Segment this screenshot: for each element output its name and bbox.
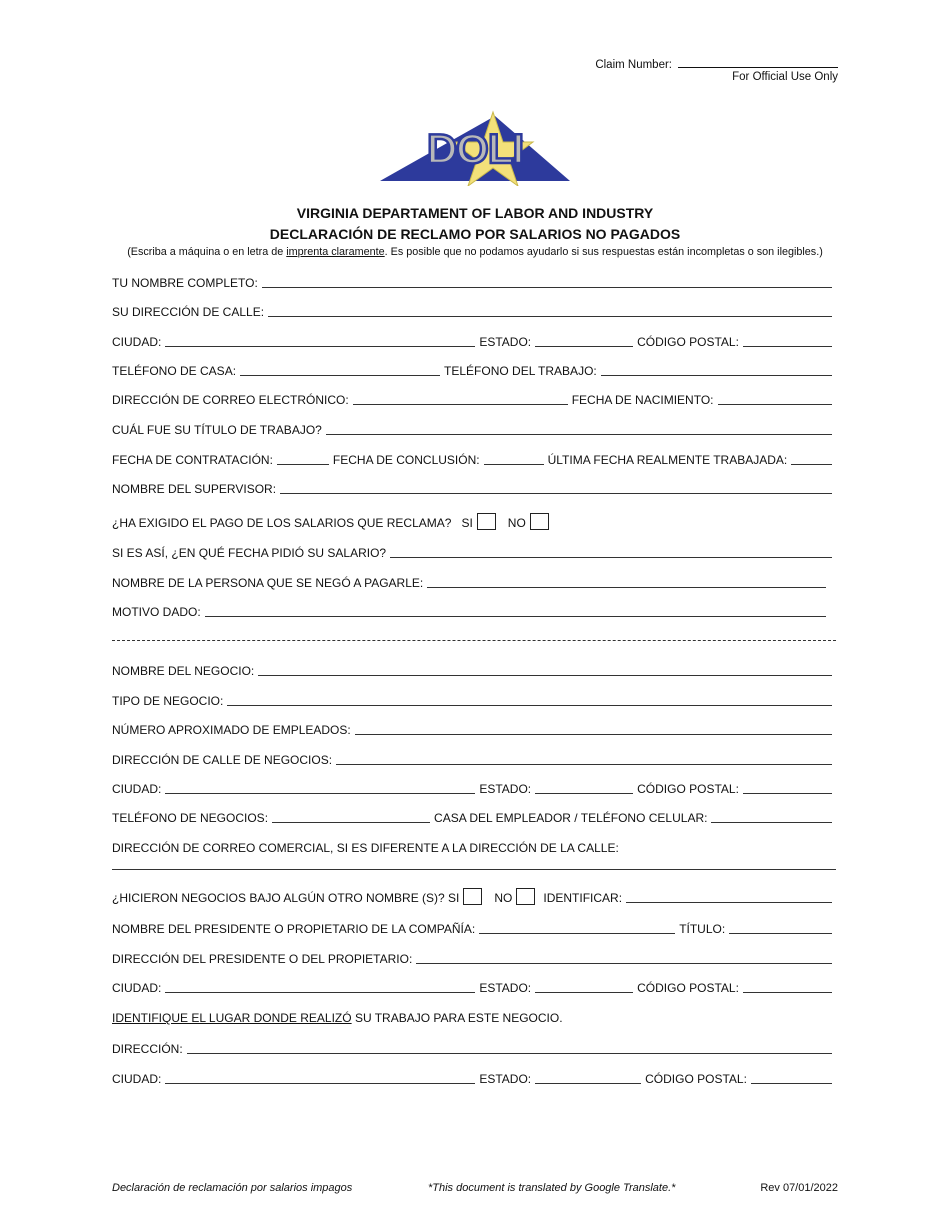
- employer-cell-label: CASA DEL EMPLEADOR / TELÉFONO CELULAR:: [434, 811, 708, 825]
- row-president-city: [112, 979, 836, 995]
- other-name-no-checkbox[interactable]: [516, 888, 535, 905]
- president-address-field[interactable]: [416, 952, 832, 964]
- workplace-heading-underlined: IDENTIFIQUE EL LUGAR DONDE REALIZÓ: [112, 1011, 352, 1025]
- refused-by-field[interactable]: [427, 576, 826, 588]
- business-street-label: DIRECCIÓN DE CALLE DE NEGOCIOS:: [112, 753, 333, 767]
- zip-field[interactable]: [743, 335, 832, 347]
- official-use-note: For Official Use Only: [732, 71, 838, 83]
- section-divider: [112, 640, 836, 641]
- logo-text: DOLI: [426, 125, 524, 172]
- demanded-no-checkbox[interactable]: [530, 513, 549, 530]
- employer-cell-field[interactable]: [711, 811, 832, 823]
- when-asked-field[interactable]: [390, 546, 832, 558]
- business-type-field[interactable]: [227, 694, 832, 706]
- supervisor-field[interactable]: [280, 482, 832, 494]
- demanded-label: ¿HA EXIGIDO EL PAGO DE LOS SALARIOS QUE RECLAMA?: [112, 516, 452, 530]
- title-label: TÍTULO:: [679, 922, 726, 936]
- other-name-yes-checkbox[interactable]: [463, 888, 482, 905]
- reason-field[interactable]: [205, 605, 826, 617]
- demanded-yes-checkbox[interactable]: [477, 513, 496, 530]
- row-workplace-heading: [112, 1009, 836, 1025]
- work-phone-label: TELÉFONO DEL TRABAJO:: [444, 364, 597, 378]
- form-title: DECLARACIÓN DE RECLAMO POR SALARIOS NO PAGADOS: [269, 226, 681, 242]
- president-label: NOMBRE DEL PRESIDENTE O PROPIETARIO DE LA COMPAÑÍA:: [112, 922, 476, 936]
- row-phones: [112, 362, 836, 378]
- supervisor-label: NOMBRE DEL SUPERVISOR:: [112, 482, 277, 496]
- full-name-label: TU NOMBRE COMPLETO:: [112, 276, 258, 290]
- city-field[interactable]: [165, 335, 475, 347]
- business-type-label: TIPO DE NEGOCIO:: [112, 694, 224, 708]
- row-business-type: [112, 692, 836, 708]
- row-dates: [112, 451, 836, 467]
- row-city-state-zip: [112, 333, 836, 349]
- business-city-label: CIUDAD:: [112, 782, 162, 796]
- birth-date-field[interactable]: [718, 393, 833, 405]
- row-reason: [112, 603, 830, 619]
- president-state-field[interactable]: [535, 981, 633, 993]
- footer-revision: Rev 07/01/2022: [760, 1182, 838, 1194]
- last-day-label: ÚLTIMA FECHA REALMENTE TRABAJADA:: [547, 453, 788, 467]
- other-name-label: ¿HICIERON NEGOCIOS BAJO ALGÚN OTRO NOMBRE (S)? SI: [112, 891, 460, 905]
- row-street: [112, 303, 836, 319]
- row-job-title: [112, 421, 836, 437]
- business-name-field[interactable]: [258, 664, 832, 676]
- president-city-field[interactable]: [165, 981, 475, 993]
- workplace-city-label: CIUDAD:: [112, 1072, 162, 1086]
- yes-label: SI: [461, 516, 473, 530]
- claim-number-label: Claim Number:: [595, 59, 672, 71]
- email-field[interactable]: [353, 393, 568, 405]
- row-business-name: [112, 662, 836, 678]
- president-zip-field[interactable]: [743, 981, 832, 993]
- claim-number: [595, 56, 838, 71]
- row-full-name: [112, 274, 836, 290]
- full-name-field[interactable]: [262, 276, 832, 288]
- title-field[interactable]: [729, 922, 832, 934]
- instructions: (Escriba a máquina o en letra de imprenta claramente. Es posible que no podamos ayudarlo si sus respuestas están incompletas o son ilegibles.): [127, 246, 823, 258]
- state-label: ESTADO:: [479, 335, 532, 349]
- row-business-street: [112, 751, 836, 767]
- row-president: [112, 920, 836, 936]
- row-workplace-address: [112, 1040, 836, 1056]
- business-zip-field[interactable]: [743, 782, 832, 794]
- row-refused-by: [112, 574, 830, 590]
- other-name-no-label: NO: [494, 891, 513, 905]
- job-title-label: CUÁL FUE SU TÍTULO DE TRABAJO?: [112, 423, 322, 437]
- row-when-asked: [112, 544, 836, 560]
- business-street-field[interactable]: [336, 753, 832, 765]
- home-phone-field[interactable]: [240, 364, 440, 376]
- row-president-address: [112, 950, 836, 966]
- row-email-birth: [112, 391, 836, 407]
- row-other-name: [112, 887, 836, 905]
- business-name-label: NOMBRE DEL NEGOCIO:: [112, 664, 255, 678]
- president-city-label: CIUDAD:: [112, 981, 162, 995]
- workplace-city-field[interactable]: [165, 1072, 475, 1084]
- business-phone-label: TELÉFONO DE NEGOCIOS:: [112, 811, 269, 825]
- end-date-field[interactable]: [484, 453, 544, 465]
- zip-label: CÓDIGO POSTAL:: [637, 335, 739, 349]
- identify-field[interactable]: [626, 891, 832, 903]
- hire-date-field[interactable]: [277, 453, 329, 465]
- street-label: SU DIRECCIÓN DE CALLE:: [112, 305, 265, 319]
- state-field[interactable]: [535, 335, 633, 347]
- row-demanded: [112, 512, 836, 530]
- home-phone-label: TELÉFONO DE CASA:: [112, 364, 237, 378]
- business-email-label: DIRECCIÓN DE CORREO COMERCIAL, SI ES DIFERENTE A LA DIRECCIÓN DE LA CALLE:: [112, 841, 619, 855]
- business-state-label: ESTADO:: [479, 782, 532, 796]
- identify-label: IDENTIFICAR:: [543, 891, 623, 905]
- president-field[interactable]: [479, 922, 675, 934]
- president-address-label: DIRECCIÓN DEL PRESIDENTE O DEL PROPIETARIO:: [112, 952, 413, 966]
- end-date-label: FECHA DE CONCLUSIÓN:: [332, 453, 480, 467]
- street-field[interactable]: [268, 305, 832, 317]
- business-email-field[interactable]: [112, 858, 836, 870]
- footer-form-name: Declaración de reclamación por salarios impagos: [112, 1182, 353, 1194]
- workplace-zip-label: CÓDIGO POSTAL:: [645, 1072, 747, 1086]
- last-day-field[interactable]: [791, 453, 832, 465]
- workplace-state-label: ESTADO:: [479, 1072, 532, 1086]
- city-label: CIUDAD:: [112, 335, 162, 349]
- row-employees: [112, 721, 836, 737]
- page-title: VIRGINIA DEPARTAMENT OF LABOR AND INDUSTRY: [296, 205, 654, 221]
- footer-translation-note: *This document is translated by Google Translate.*: [428, 1182, 676, 1194]
- president-zip-label: CÓDIGO POSTAL:: [637, 981, 739, 995]
- workplace-address-field[interactable]: [187, 1042, 832, 1054]
- business-zip-label: CÓDIGO POSTAL:: [637, 782, 739, 796]
- business-city-field[interactable]: [165, 782, 475, 794]
- email-label: DIRECCIÓN DE CORREO ELECTRÓNICO:: [112, 393, 349, 407]
- no-label: NO: [507, 516, 526, 530]
- row-business-phones: [112, 809, 836, 825]
- hire-date-label: FECHA DE CONTRATACIÓN:: [112, 453, 273, 467]
- row-business-email: [112, 839, 836, 855]
- workplace-heading-rest: SU TRABAJO PARA ESTE NEGOCIO.: [351, 1011, 563, 1025]
- work-phone-field[interactable]: [601, 364, 832, 376]
- row-workplace-city: [112, 1070, 836, 1086]
- birth-date-label: FECHA DE NACIMIENTO:: [571, 393, 714, 407]
- doli-logo: [375, 108, 575, 186]
- employees-label: NÚMERO APROXIMADO DE EMPLEADOS:: [112, 723, 351, 737]
- employees-field[interactable]: [355, 723, 832, 735]
- workplace-zip-field[interactable]: [751, 1072, 832, 1084]
- refused-by-label: NOMBRE DE LA PERSONA QUE SE NEGÓ A PAGARLE:: [112, 576, 424, 590]
- job-title-field[interactable]: [326, 423, 832, 435]
- row-supervisor: [112, 480, 836, 496]
- when-asked-label: SI ES ASÍ, ¿EN QUÉ FECHA PIDIÓ SU SALARIO?: [112, 546, 387, 560]
- president-state-label: ESTADO:: [479, 981, 532, 995]
- business-state-field[interactable]: [535, 782, 633, 794]
- workplace-state-field[interactable]: [535, 1072, 641, 1084]
- reason-label: MOTIVO DADO:: [112, 605, 201, 619]
- claim-number-field[interactable]: [678, 56, 838, 68]
- row-business-city: [112, 780, 836, 796]
- business-phone-field[interactable]: [272, 811, 430, 823]
- workplace-address-label: DIRECCIÓN:: [112, 1042, 183, 1056]
